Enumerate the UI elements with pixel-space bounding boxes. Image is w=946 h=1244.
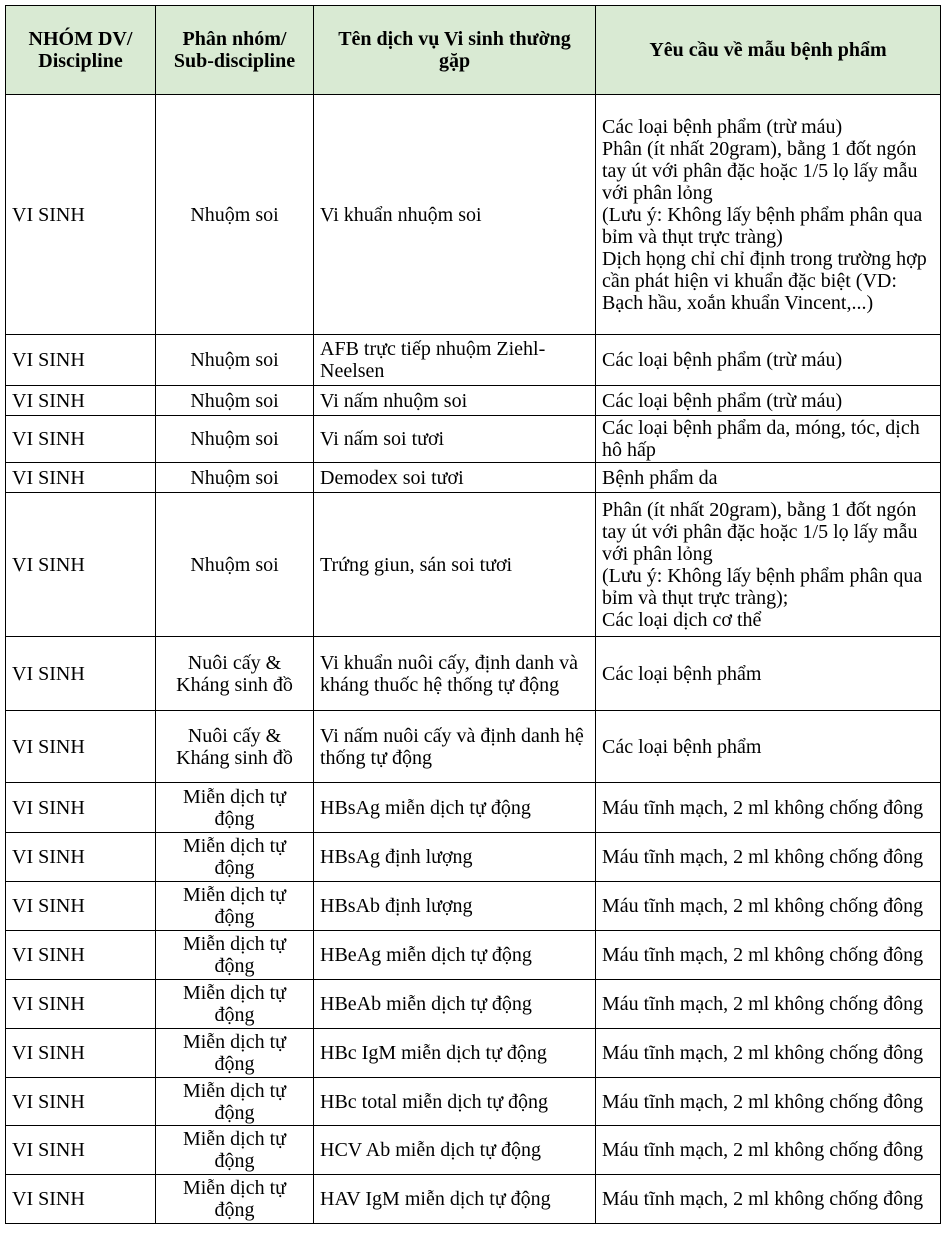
table-row: [6, 335, 941, 386]
sub-discipline-cell: Nhuộm soi: [156, 95, 314, 335]
discipline-cell: VI SINH: [6, 1029, 156, 1078]
sub-discipline-cell: Nhuộm soi: [156, 386, 314, 416]
discipline-cell: VI SINH: [6, 931, 156, 980]
table-row: [6, 463, 941, 493]
specimen-cell: Phân (ít nhất 20gram), bằng 1 đốt ngón tay út với phân đặc hoặc 1/5 lọ lấy mẫu với phân lỏng (Lưu ý: Không lấy bệnh phẩm phân qua bỉm và thụt trực tràng); Các loại dịch cơ thể: [596, 493, 941, 637]
service-name-cell: Demodex soi tươi: [314, 463, 596, 493]
table-row: [6, 1029, 941, 1078]
sub-discipline-cell: Nuôi cấy & Kháng sinh đồ: [156, 637, 314, 711]
sub-discipline-cell: Miễn dịch tự động: [156, 1029, 314, 1078]
header-specimen-requirement: Yêu cầu về mẫu bệnh phẩm: [596, 6, 941, 95]
sub-discipline-cell: Miễn dịch tự động: [156, 833, 314, 882]
discipline-cell: VI SINH: [6, 1078, 156, 1126]
table-row: [6, 386, 941, 416]
discipline-cell: VI SINH: [6, 95, 156, 335]
sub-discipline-cell: Miễn dịch tự động: [156, 1175, 314, 1224]
discipline-cell: VI SINH: [6, 980, 156, 1029]
service-name-cell: Vi khuẩn nhuộm soi: [314, 95, 596, 335]
service-name-cell: HAV IgM miễn dịch tự động: [314, 1175, 596, 1224]
sub-discipline-cell: Miễn dịch tự động: [156, 980, 314, 1029]
specimen-cell: Máu tĩnh mạch, 2 ml không chống đông: [596, 1078, 941, 1126]
specimen-cell: Máu tĩnh mạch, 2 ml không chống đông: [596, 882, 941, 931]
service-name-cell: HBc total miễn dịch tự động: [314, 1078, 596, 1126]
header-service-name: Tên dịch vụ Vi sinh thường gặp: [314, 6, 596, 95]
table-row: [6, 493, 941, 637]
specimen-cell: Các loại bệnh phẩm (trừ máu): [596, 335, 941, 386]
discipline-cell: VI SINH: [6, 882, 156, 931]
discipline-cell: VI SINH: [6, 335, 156, 386]
sub-discipline-cell: Miễn dịch tự động: [156, 1078, 314, 1126]
specimen-cell: Máu tĩnh mạch, 2 ml không chống đông: [596, 1175, 941, 1224]
specimen-cell: Máu tĩnh mạch, 2 ml không chống đông: [596, 833, 941, 882]
sub-discipline-cell: Miễn dịch tự động: [156, 931, 314, 980]
discipline-cell: VI SINH: [6, 783, 156, 833]
table-row: [6, 637, 941, 711]
sub-discipline-cell: Nhuộm soi: [156, 335, 314, 386]
sub-discipline-cell: Miễn dịch tự động: [156, 1126, 314, 1175]
service-name-cell: Vi khuẩn nuôi cấy, định danh và kháng thuốc hệ thống tự động: [314, 637, 596, 711]
sub-discipline-cell: Nhuộm soi: [156, 463, 314, 493]
service-name-cell: HBsAg miễn dịch tự động: [314, 783, 596, 833]
service-name-cell: Vi nấm nuôi cấy và định danh hệ thống tự động: [314, 711, 596, 783]
discipline-cell: VI SINH: [6, 463, 156, 493]
service-name-cell: Vi nấm soi tươi: [314, 416, 596, 463]
service-name-cell: HCV Ab miễn dịch tự động: [314, 1126, 596, 1175]
discipline-cell: VI SINH: [6, 637, 156, 711]
table-row: [6, 882, 941, 931]
table-row: [6, 783, 941, 833]
table-row: [6, 1126, 941, 1175]
specimen-cell: Các loại bệnh phẩm (trừ máu): [596, 386, 941, 416]
specimen-cell: Các loại bệnh phẩm da, móng, tóc, dịch hô hấp: [596, 416, 941, 463]
service-name-cell: HBeAg miễn dịch tự động: [314, 931, 596, 980]
table-row: [6, 980, 941, 1029]
specimen-cell: Các loại bệnh phẩm (trừ máu) Phân (ít nhất 20gram), bằng 1 đốt ngón tay út với phân đặc hoặc 1/5 lọ lấy mẫu với phân lỏng (Lưu ý: Không lấy bệnh phẩm phân qua bỉm và thụt trực tràng) Dịch họng chỉ chỉ định trong trường hợp cần phát hiện vi khuẩn đặc biệt (VD: Bạch hầu, xoắn khuẩn Vincent,...): [596, 95, 941, 335]
service-name-cell: HBeAb miễn dịch tự động: [314, 980, 596, 1029]
table-row: [6, 1175, 941, 1224]
sub-discipline-cell: Nuôi cấy & Kháng sinh đồ: [156, 711, 314, 783]
specimen-cell: Các loại bệnh phẩm: [596, 637, 941, 711]
specimen-cell: Máu tĩnh mạch, 2 ml không chống đông: [596, 931, 941, 980]
service-name-cell: Vi nấm nhuộm soi: [314, 386, 596, 416]
table-body: [6, 95, 941, 1224]
sub-discipline-cell: Miễn dịch tự động: [156, 882, 314, 931]
service-name-cell: HBsAb định lượng: [314, 882, 596, 931]
table-row: [6, 711, 941, 783]
specimen-cell: Máu tĩnh mạch, 2 ml không chống đông: [596, 1029, 941, 1078]
discipline-cell: VI SINH: [6, 833, 156, 882]
discipline-cell: VI SINH: [6, 386, 156, 416]
service-name-cell: Trứng giun, sán soi tươi: [314, 493, 596, 637]
table-row: [6, 931, 941, 980]
discipline-cell: VI SINH: [6, 1126, 156, 1175]
sub-discipline-cell: Miễn dịch tự động: [156, 783, 314, 833]
specimen-cell: Các loại bệnh phẩm: [596, 711, 941, 783]
table-row: [6, 833, 941, 882]
specimen-cell: Bệnh phẩm da: [596, 463, 941, 493]
table-row: [6, 95, 941, 335]
service-name-cell: AFB trực tiếp nhuộm Ziehl-Neelsen: [314, 335, 596, 386]
service-name-cell: HBc IgM miễn dịch tự động: [314, 1029, 596, 1078]
sub-discipline-cell: Nhuộm soi: [156, 493, 314, 637]
table-row: [6, 1078, 941, 1126]
services-table: [5, 5, 941, 1224]
header-discipline: NHÓM DV/ Discipline: [6, 6, 156, 95]
service-name-cell: HBsAg định lượng: [314, 833, 596, 882]
specimen-cell: Máu tĩnh mạch, 2 ml không chống đông: [596, 783, 941, 833]
discipline-cell: VI SINH: [6, 416, 156, 463]
discipline-cell: VI SINH: [6, 1175, 156, 1224]
header-row: [6, 6, 941, 95]
sub-discipline-cell: Nhuộm soi: [156, 416, 314, 463]
specimen-cell: Máu tĩnh mạch, 2 ml không chống đông: [596, 1126, 941, 1175]
discipline-cell: VI SINH: [6, 493, 156, 637]
header-sub-discipline: Phân nhóm/ Sub-discipline: [156, 6, 314, 95]
table-row: [6, 416, 941, 463]
specimen-cell: Máu tĩnh mạch, 2 ml không chống đông: [596, 980, 941, 1029]
discipline-cell: VI SINH: [6, 711, 156, 783]
